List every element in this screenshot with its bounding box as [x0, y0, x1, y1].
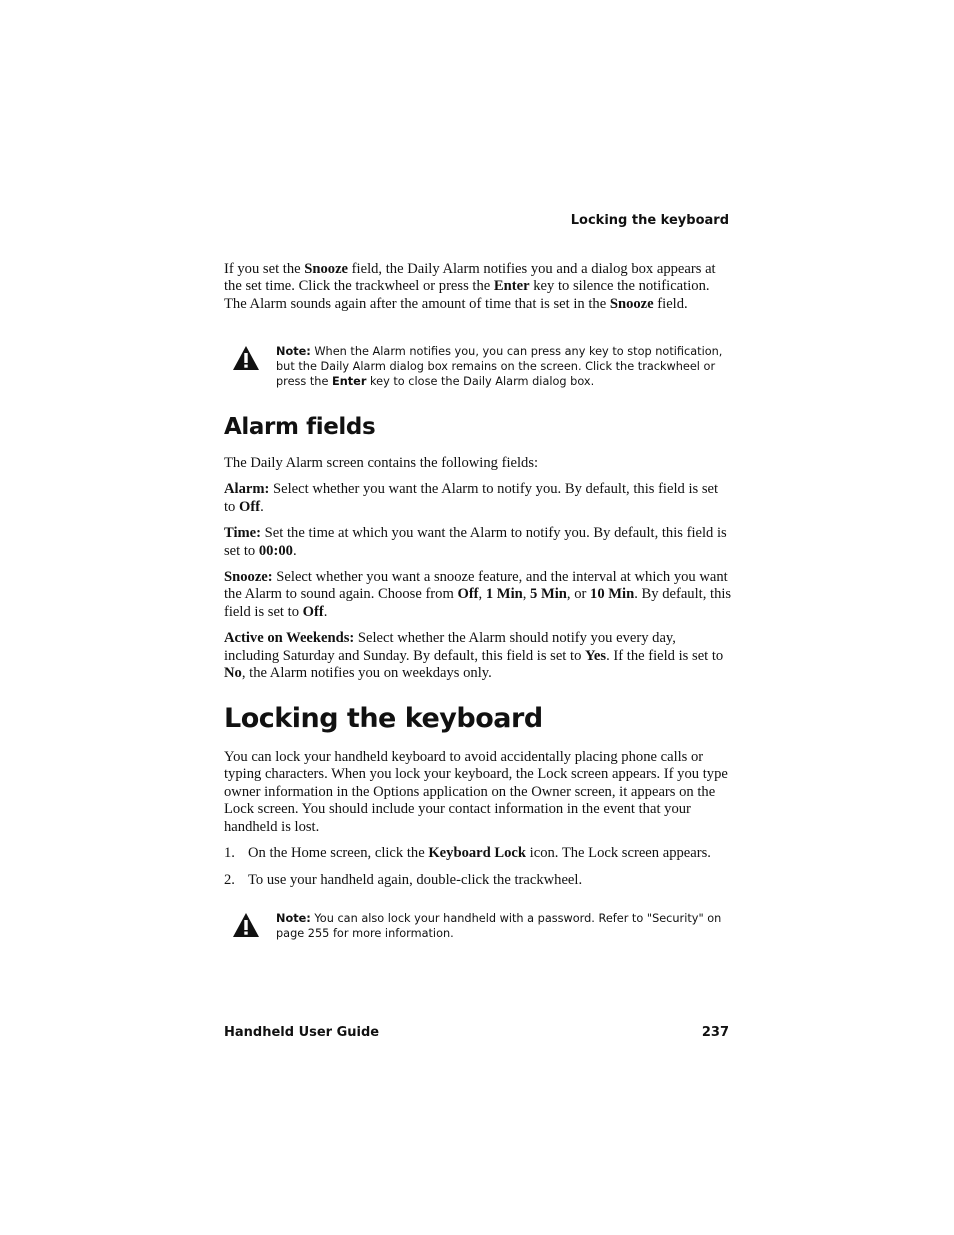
warning-icon — [232, 912, 260, 938]
section-heading-alarm-fields: Alarm fields — [224, 414, 376, 440]
locking-intro: You can lock your handheld keyboard to avoid accidentally placing phone calls or typing characters. When you lock your keyboard, the Lock screen appears. If you type owner information in the Options application on the Owner screen, it appears on the Lock screen. You should include your contact information in the event that your handheld is lost. — [224, 749, 728, 835]
field-snooze: Snooze: Select whether you want a snooze feature, and the interval at which you want the Alarm to sound again. Choose from Off, 1 Min, 5 Min, or 10 Min. By default, this field is set to Off. — [224, 569, 732, 620]
section-heading-locking-keyboard: Locking the keyboard — [224, 703, 543, 734]
note-text: Note: You can also lock your handheld with a password. Refer to "Security" on page 255 for more information. — [276, 912, 722, 940]
alarm-fields-intro: The Daily Alarm screen contains the following fields: — [224, 455, 539, 471]
locking-body — [224, 749, 732, 900]
list-item: 1. On the Home screen, click the Keyboard Lock icon. The Lock screen appears. — [224, 845, 711, 862]
field-alarm: Alarm: Select whether you want the Alarm to notify you. By default, this field is set to Off. — [224, 481, 719, 515]
list-item: 2. To use your handheld again, double-click the trackwheel. — [224, 872, 583, 889]
field-active-on-weekends: Active on Weekends: Select whether the Alarm should notify you every day, including Saturday and Sunday. By default, this field is set to Yes. If the field is set to No, the Alarm notifies you on weekdays only. — [224, 630, 724, 682]
field-time: Time: Set the time at which you want the Alarm to notify you. By default, this field is set to 00:00. — [224, 525, 727, 559]
footer-title: Handheld User Guide — [224, 1025, 380, 1040]
steps-list — [224, 845, 732, 890]
note-text: Note: When the Alarm notifies you, you can press any key to stop notification, but the Daily Alarm dialog box remains on the screen. Click the trackwheel or press the Enter key to close the Daily Alarm dialog box. — [276, 345, 723, 388]
alarm-fields-body — [224, 455, 732, 691]
page-number: 237 — [701, 1025, 729, 1040]
intro-paragraph: If you set the Snooze field, the Daily Alarm notifies you and a dialog box appears at the set time. Click the trackwheel or press the Enter key to silence the notification. The Alarm sounds again after the amount of time that is set in the Snooze field. — [224, 261, 716, 312]
warning-icon — [232, 345, 260, 371]
running-header: Locking the keyboard — [570, 213, 729, 228]
